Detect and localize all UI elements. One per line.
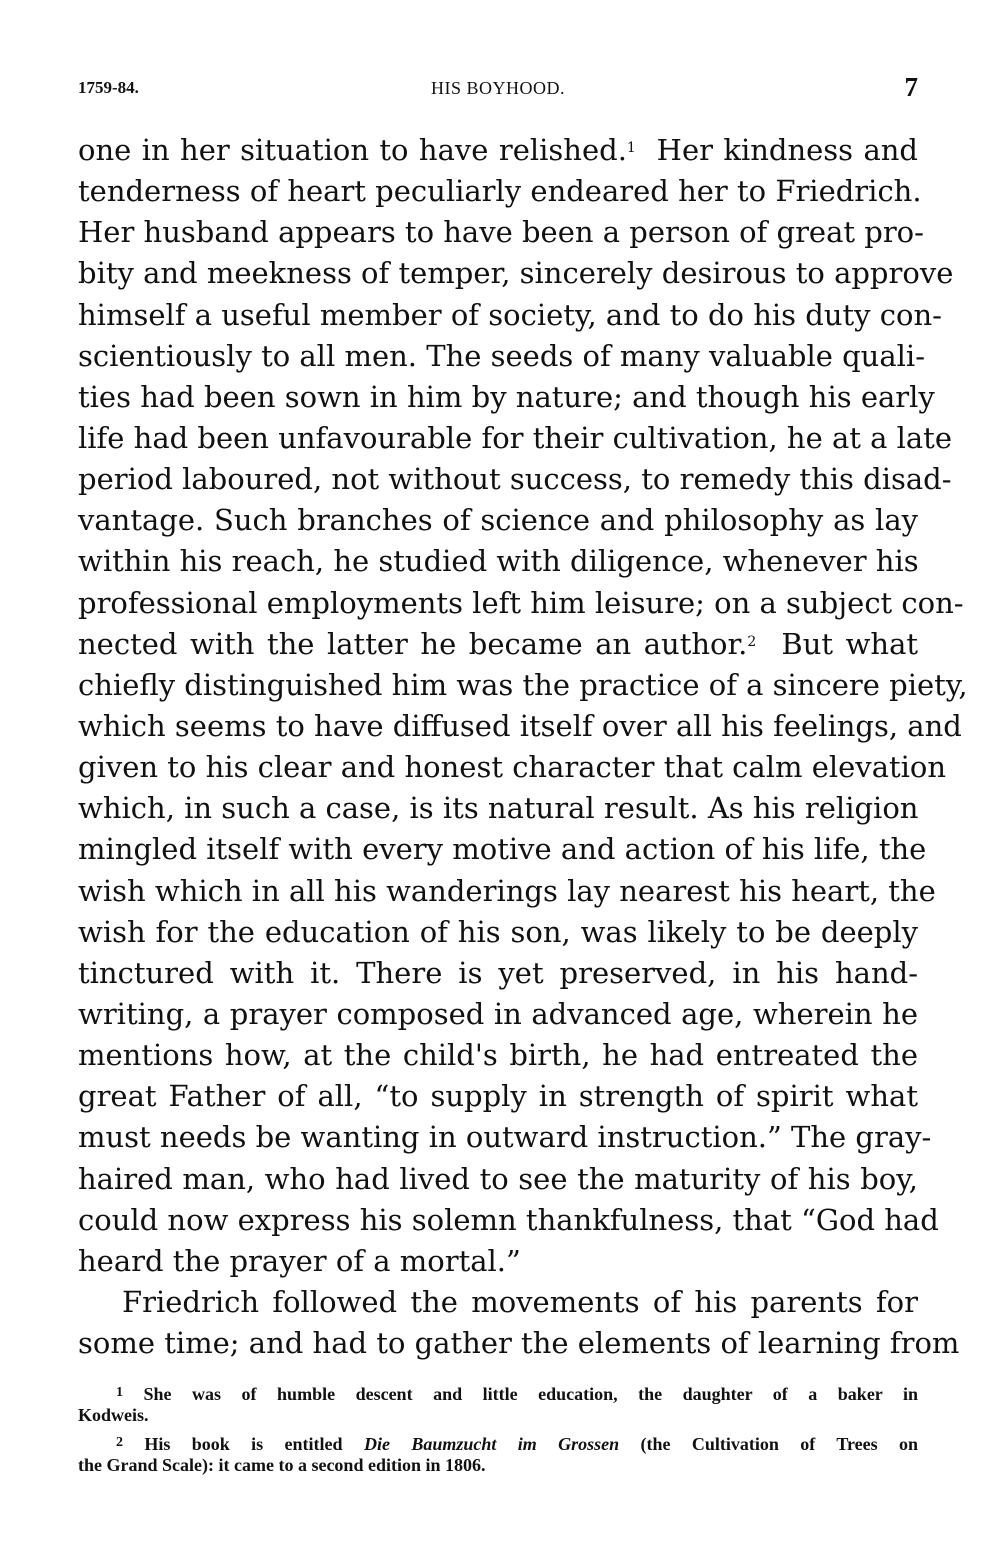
text-line: wish which in all his wanderings lay nearest his heart, the xyxy=(78,873,936,908)
text-line: chiefly distinguished him was the practice of a sincere piety, xyxy=(78,667,968,702)
footnote-ref-2: 2 xyxy=(747,633,757,650)
text-line: life had been unfavourable for their cultivation, he at a late xyxy=(78,420,952,455)
running-title: HIS BOYHOOD. xyxy=(430,78,565,98)
header-years: 1759-84. xyxy=(78,78,139,97)
footnote-2-continuation: the Grand Scale): it came to a second edition in 1806. xyxy=(78,1455,486,1475)
footnote-mark-1: 1 xyxy=(116,1385,123,1400)
page-number: 7 xyxy=(904,72,918,102)
text-line: haired man, who had lived to see the maturity of his boy, xyxy=(78,1161,918,1196)
text-line: which, in such a case, is its natural result. As his religion xyxy=(78,791,919,826)
footnote-ref-1: 1 xyxy=(626,140,636,156)
book-title: Die Baumzucht im Grossen xyxy=(363,1434,620,1454)
text-line: mingled itself with every motive and action of his life, the xyxy=(78,832,927,867)
text-line: some time; and had to gather the elements of learning from xyxy=(78,1326,960,1361)
text-line: Her husband appears to have been a person of great pro- xyxy=(78,215,924,250)
text-line: given to his clear and honest character that calm elevation xyxy=(78,750,947,785)
body-text xyxy=(78,130,968,1364)
paragraph-end-line: heard the prayer of a mortal.” xyxy=(78,1243,521,1278)
footnote-1-continuation: Kodweis. xyxy=(78,1405,149,1425)
text-line: could now express his solemn thankfulness, that “God had xyxy=(78,1202,939,1237)
text-line: nected with the latter he became an author.$^2$ But what xyxy=(78,626,919,661)
text-line: one in her situation to have relished.$^1$ Her kindness and xyxy=(78,133,919,167)
text-line: period laboured, not without success, to remedy this disad- xyxy=(78,462,952,497)
text-line: tenderness of heart peculiarly endeared her to Friedrich. xyxy=(78,174,922,209)
text-line: wish for the education of his son, was likely to be deeply xyxy=(78,914,918,949)
footnote-2: $^2$ His book is entitled Die Baumzucht im Grossen (the Cultivation of Trees on xyxy=(116,1434,919,1454)
text-line: scientiously to all men. The seeds of many valuable quali- xyxy=(78,338,925,373)
text-line: must needs be wanting in outward instruction.” The gray- xyxy=(78,1120,932,1155)
text-line: vantage. Such branches of science and philosophy as lay xyxy=(78,503,918,538)
text-line: ties had been sown in him by nature; and though his early xyxy=(78,379,935,414)
page-header xyxy=(78,72,918,102)
text-line: professional employments left him leisure; on a subject con- xyxy=(78,585,964,620)
footnote-mark-2: 2 xyxy=(116,1435,123,1450)
text-line: mentions how, at the child's birth, he had entreated the xyxy=(78,1038,918,1073)
footnote-1: $^1$ She was of humble descent and little education, the daughter of a baker in xyxy=(116,1384,918,1404)
text-line: tinctured with it. There is yet preserved, in his hand- xyxy=(78,955,918,990)
footnotes xyxy=(78,1384,918,1476)
text-line: great Father of all, “to supply in strength of spirit what xyxy=(78,1079,918,1114)
text-line: within his reach, he studied with diligence, whenever his xyxy=(78,544,919,579)
text-line: which seems to have diffused itself over all his feelings, and xyxy=(78,708,962,743)
text-line: himself a useful member of society, and to do his duty con- xyxy=(78,297,942,332)
text-line: writing, a prayer composed in advanced age, wherein he xyxy=(78,996,918,1031)
paragraph-start-line: Friedrich followed the movements of his parents for xyxy=(122,1284,918,1319)
text-line: bity and meekness of temper, sincerely desirous to approve xyxy=(78,256,954,291)
